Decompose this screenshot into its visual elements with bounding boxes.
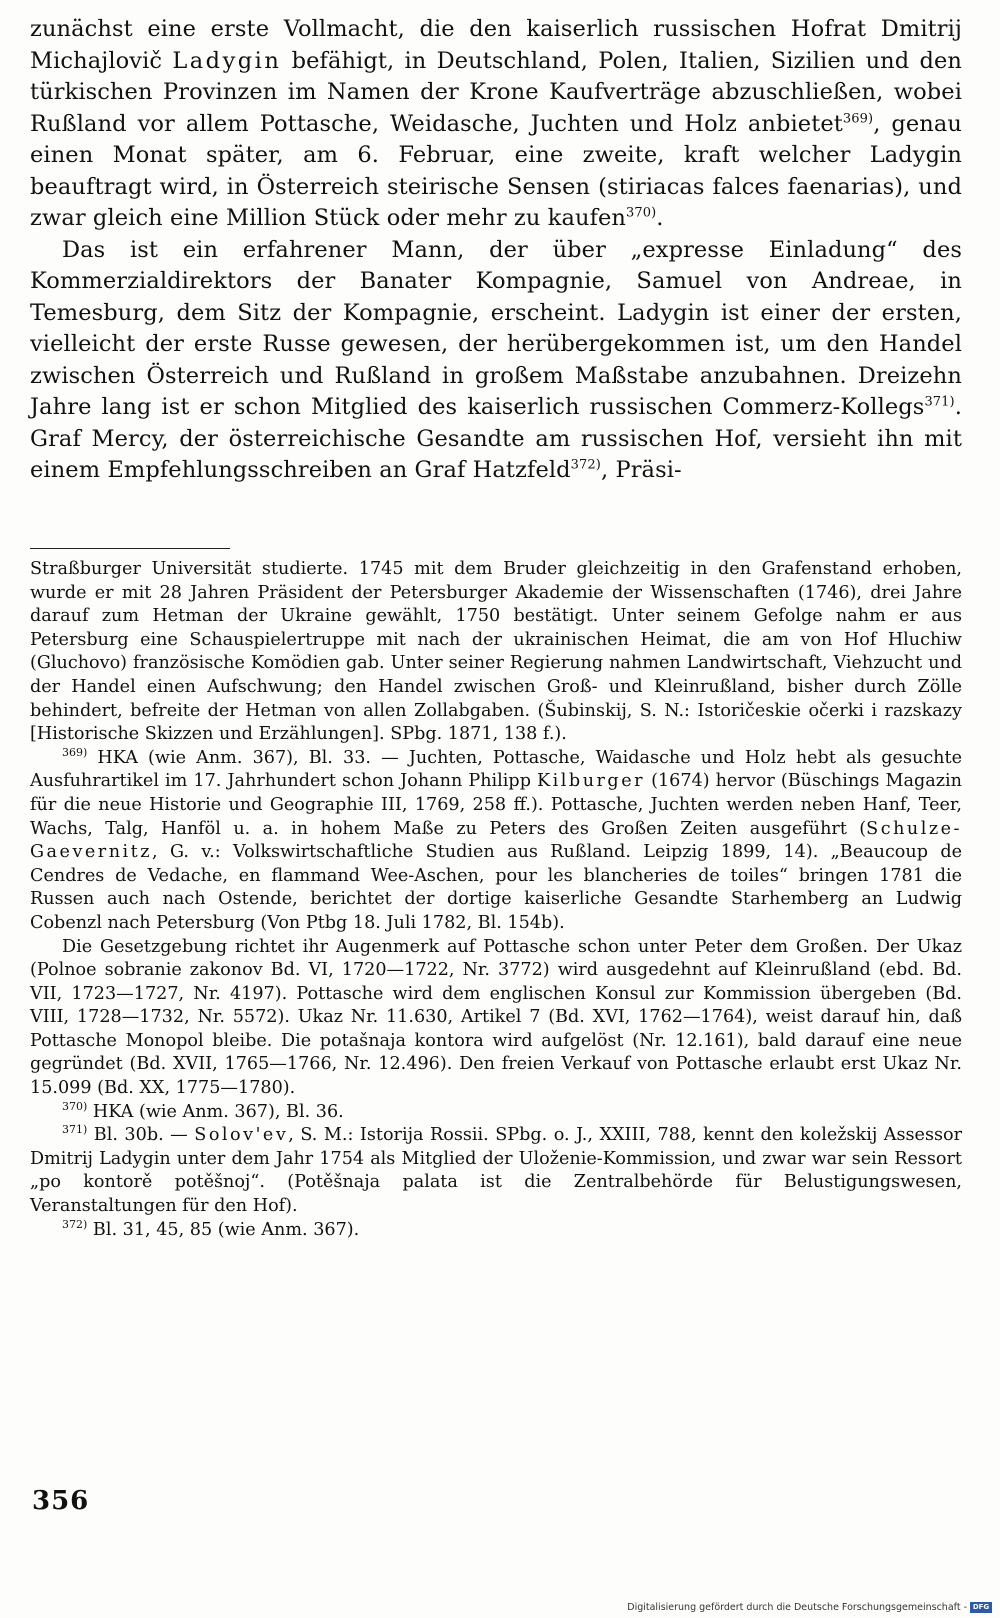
footnote-divider [30, 548, 230, 549]
credit-text: Digitalisierung gefördert durch die Deutsche Forschungsgemeinschaft - [627, 1601, 967, 1613]
footnote-number: 372) [62, 1217, 88, 1231]
footnote-372: $^{372)}$ Bl. 31, 45, 85 (wie Anm. 367). [62, 1217, 360, 1240]
footnote-ref-370[interactable]: 370) [626, 205, 657, 221]
main-text [30, 14, 962, 487]
name-ladygin: Ladygin [172, 47, 282, 74]
digitization-credit [627, 1600, 992, 1614]
paragraph-2: Das ist ein erfahrener Mann, der über „expresse Einladung“ des Kommerzialdirektors der Banater Kompagnie, Samuel von Andreae, in Temesburg, dem Sitz der Kompagnie, erscheint. Ladygin ist einer der ersten, vielleicht der erste Russe gewesen, der herübergekommen ist, um den Handel zwischen Österreich und Rußland in großem Maßstabe anzubahnen. Dreizehn Jahre lang ist er schon Mitglied des kaiserlich russischen Commerz-Kollegs$^{371)}$. Graf Mercy, der österreichische Gesandte am russischen Hof, versieht ihn mit einem Empfehlungsschreiben an Graf Hatzfeld$^{372)}$, Präsi- [30, 236, 962, 483]
footnote-ref-372[interactable]: 372) [570, 457, 601, 473]
footnotes [30, 558, 962, 1242]
page-number: 356 [32, 1486, 90, 1516]
footnote-number: 370) [62, 1099, 88, 1113]
footnote-369: $^{369)}$ HKA (wie Anm. 367), Bl. 33. — Juchten, Pottasche, Waidasche und Holz hebt als gesuchte Ausfuhrartikel im 17. Jahrhundert schon Johann Philipp Kilburger (1674) hervor (Büschings Magazin für die neue Historie und Geographie III, 1769, 258 ff.). Pottasche, Juchten werden neben Hanf, Teer, Wachs, Talg, Hanföl u. a. in hohem Maße zu Peters des Großen Zeiten ausgeführt (Schulze-Gaevernitz, G. v.: Volkswirtschaftliche Studien aus Rußland. Leipzig 1899, 14). „Beaucoup de Cendres de Vedache, en flammand Wee-Aschen, pour les blancheries de toiles“ bringen 1781 die Russen auch nach Ostende, berichtet der dortige kaiserliche Gesandte Starhemberg an Ludwig Cobenzl nach Petersburg (Von Ptbg 18. Juli 1782, Bl. 154b). [30, 745, 962, 933]
dfg-logo-icon: DFG [970, 1602, 992, 1613]
footnote-370: $^{370)}$ HKA (wie Anm. 367), Bl. 36. [62, 1099, 344, 1122]
footnote-continuation: Straßburger Universität studierte. 1745 mit dem Bruder gleichzeitig in den Grafenstand erhoben, wurde er mit 28 Jahren Präsident der Petersburger Akademie der Wissenschaften (1746), drei Jahre darauf zum Hetman der Ukraine gewählt, 1750 bestätigt. Unter seinem Gefolge nahm er aus Petersburg eine Schauspielertruppe mit nach der ukrainischen Heimat, die am von Hof Hluchiw (Gluchovo) französische Komödien gab. Unter seiner Regierung nahmen Landwirtschaft, Viehzucht und der Handel einen Aufschwung; den Handel zwischen Groß- und Kleinrußland, bisher durch Zölle behindert, befreite der Hetman von allen Zollabgaben. (Šubinskij, S. N.: Istoričeskie očerki i razskazy [Historische Skizzen und Erzählungen]. SPbg. 1871, 138 f.). [30, 559, 962, 745]
footnote-number: 371) [62, 1123, 88, 1137]
paragraph-1: zunächst eine erste Vollmacht, die den kaiserlich russischen Hofrat Dmitrij Michajlovič Ladygin befähigt, in Deutschland, Polen, Italien, Sizilien und den türkischen Provinzen im Namen der Krone Kaufverträge abzuschließen, wobei Rußland vor allem Pottasche, Weidasche, Juchten und Holz anbietet$^{369)}$, genau einen Monat später, am 6. Februar, eine zweite, kraft welcher Ladygin beauftragt wird, in Österreich steirische Sensen (stiriacas falces faenarias), und zwar gleich eine Million Stück oder mehr zu kaufen$^{370)}$. [30, 16, 963, 231]
footnote-371: $^{371)}$ Bl. 30b. — Solov'ev, S. M.: Istorija Rossii. SPbg. o. J., XXIII, 788, kennt den koležskij Assessor Dmitrij Ladygin unter dem Jahr 1754 als Mitglied der Uloženie-Kommission, und zwar war sein Ressort „po kontorě potěšnoj“. (Potěšnaja palata ist die Zentralbehörde für Belustigungswesen, Veranstaltungen für den Hof). [30, 1123, 963, 1217]
footnote-number: 369) [62, 745, 88, 759]
footnote-ref-369[interactable]: 369) [842, 111, 874, 126]
footnote-ref-371[interactable]: 371) [924, 394, 955, 410]
footnote-369-paragraph-2: Die Gesetzgebung richtet ihr Augenmerk auf Pottasche schon unter Peter dem Großen. Der Ukaz (Polnoe sobranie zakonov Bd. VI, 1720—1722, Nr. 3772) wird ausgedehnt auf Kleinrußland (ebd. Bd. VII, 1723—1727, Nr. 4197). Pottasche wird dem englischen Konsul zur Kommission übergeben (Bd. VIII, 1728—1732, Nr. 5572). Ukaz Nr. 11.630, Artikel 7 (Bd. XVI, 1762—1764), weist darauf hin, daß Pottasche Monopol bleibe. Die potašnaja kontora wird aufgelöst (Nr. 12.161), bald darauf eine neue gegründet (Bd. XVII, 1765—1766, Nr. 12.496). Den freien Verkauf von Pottasche erlaubt erst Ukaz Nr. 15.099 (Bd. XX, 1775—1780). [30, 936, 962, 1099]
